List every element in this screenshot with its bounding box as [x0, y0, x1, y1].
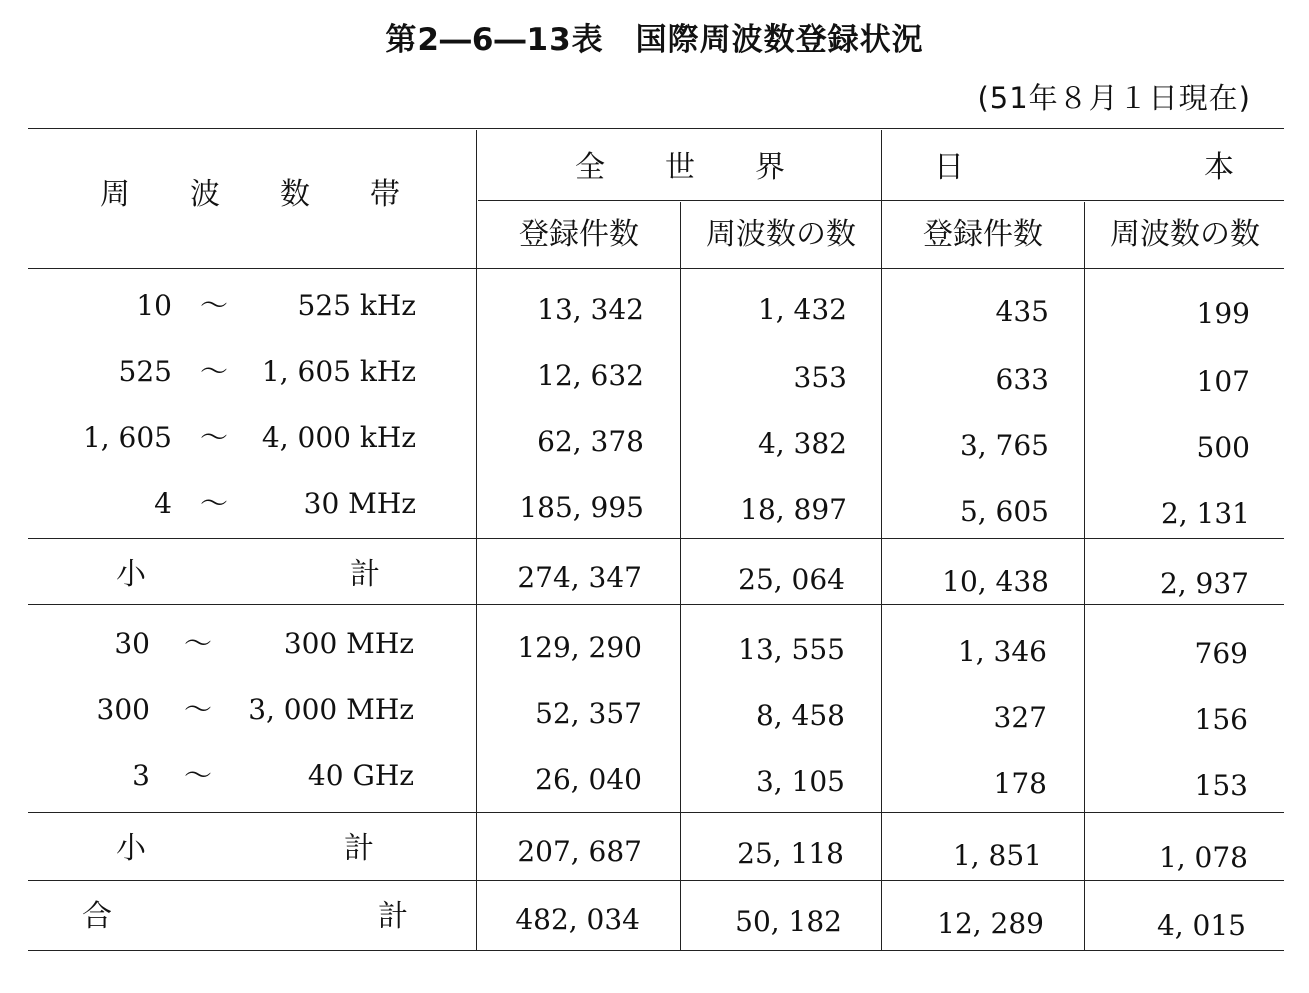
rule-header-bottom	[28, 268, 1284, 269]
header-japan-frequencies: 周波数の数	[1110, 217, 1260, 252]
japan-registrations: 3, 765	[959, 429, 1049, 462]
japan-frequencies: 2, 131	[1160, 497, 1250, 530]
world-registrations: 12, 632	[537, 359, 644, 392]
band-from: 1, 605	[82, 421, 172, 454]
world-frequencies: 13, 555	[738, 633, 845, 666]
japan-registrations: 1, 346	[957, 635, 1047, 668]
world-frequencies: 18, 897	[740, 493, 847, 526]
header-world-registrations: 登録件数	[519, 217, 639, 252]
world-frequencies: 3, 105	[755, 765, 845, 798]
total-label-b: 計	[378, 899, 408, 934]
band-from: 525	[118, 355, 172, 388]
world-registrations: 13, 342	[537, 293, 644, 326]
subtotal-label-b: 計	[350, 557, 380, 592]
band-to: 3, 000 MHz	[248, 693, 414, 726]
band-from: 10	[136, 289, 172, 322]
total-label-a: 合	[82, 899, 112, 934]
table-title: 第2―6―13表 国際周波数登録状況	[385, 22, 924, 58]
subtotal-label-a: 小	[116, 557, 146, 592]
world-registrations: 26, 040	[535, 763, 642, 796]
japan-frequencies: 107	[1196, 365, 1250, 398]
world-frequencies: 25, 118	[737, 837, 844, 870]
japan-registrations: 10, 438	[942, 565, 1049, 598]
japan-frequencies: 156	[1194, 703, 1248, 736]
band-tilde: ～	[184, 759, 213, 792]
world-frequencies: 353	[793, 361, 847, 394]
japan-frequencies: 4, 015	[1156, 909, 1246, 942]
world-registrations: 129, 290	[517, 631, 642, 664]
band-tilde: ～	[184, 627, 213, 660]
band-to: 300 MHz	[283, 627, 414, 660]
band-tilde: ～	[200, 421, 229, 454]
band-from: 3	[132, 759, 150, 792]
rule-subtotal1-bottom	[28, 604, 1284, 605]
world-registrations: 207, 687	[517, 835, 642, 868]
as-of-date: (51年８月１日現在)	[977, 81, 1251, 115]
header-world-frequencies: 周波数の数	[706, 217, 856, 252]
band-to: 40 GHz	[307, 759, 414, 792]
band-from: 300	[96, 693, 150, 726]
band-to: 1, 605 kHz	[261, 355, 416, 388]
rule-subtotal1-top	[28, 538, 1284, 539]
japan-frequencies: 769	[1194, 637, 1248, 670]
subtotal-label-b: 計	[344, 831, 374, 866]
world-registrations: 62, 378	[537, 425, 644, 458]
japan-registrations: 12, 289	[937, 907, 1044, 940]
header-world: 全 世 界	[575, 150, 785, 185]
rule-subtotal2-bottom	[28, 880, 1284, 881]
band-tilde: ～	[200, 289, 229, 322]
col-divider-japan-inner	[1084, 202, 1085, 950]
world-frequencies: 50, 182	[735, 905, 842, 938]
world-registrations: 185, 995	[519, 491, 644, 524]
japan-registrations: 435	[995, 295, 1049, 328]
japan-registrations: 327	[993, 701, 1047, 734]
japan-registrations: 633	[995, 363, 1049, 396]
world-frequencies: 1, 432	[757, 293, 847, 326]
rule-subtotal2-top	[28, 812, 1284, 813]
japan-registrations: 178	[993, 767, 1047, 800]
band-tilde: ～	[200, 487, 229, 520]
japan-frequencies: 153	[1194, 769, 1248, 802]
band-from: 4	[154, 487, 172, 520]
band-tilde: ～	[184, 693, 213, 726]
col-divider-world-inner	[680, 202, 681, 950]
rule-top	[28, 128, 1284, 129]
band-to: 4, 000 kHz	[261, 421, 416, 454]
world-frequencies: 8, 458	[755, 699, 845, 732]
japan-frequencies: 199	[1196, 297, 1250, 330]
rule-bottom	[28, 950, 1284, 951]
japan-registrations: 5, 605	[959, 495, 1049, 528]
col-divider-band	[476, 130, 477, 950]
subtotal-label-a: 小	[116, 831, 146, 866]
japan-frequencies: 1, 078	[1158, 841, 1248, 874]
world-registrations: 482, 034	[515, 903, 640, 936]
col-divider-world-japan	[881, 130, 882, 950]
header-japan-registrations: 登録件数	[923, 217, 1043, 252]
header-japan: 日 本	[934, 150, 1234, 185]
world-frequencies: 25, 064	[738, 563, 845, 596]
band-to: 525 kHz	[297, 289, 416, 322]
world-registrations: 274, 347	[517, 561, 642, 594]
world-registrations: 52, 357	[535, 697, 642, 730]
japan-frequencies: 500	[1196, 431, 1250, 464]
japan-frequencies: 2, 937	[1159, 567, 1249, 600]
band-to: 30 MHz	[303, 487, 416, 520]
band-tilde: ～	[200, 355, 229, 388]
world-frequencies: 4, 382	[757, 427, 847, 460]
japan-registrations: 1, 851	[952, 839, 1042, 872]
band-from: 30	[114, 627, 150, 660]
header-band: 周 波 数 帯	[100, 177, 400, 212]
